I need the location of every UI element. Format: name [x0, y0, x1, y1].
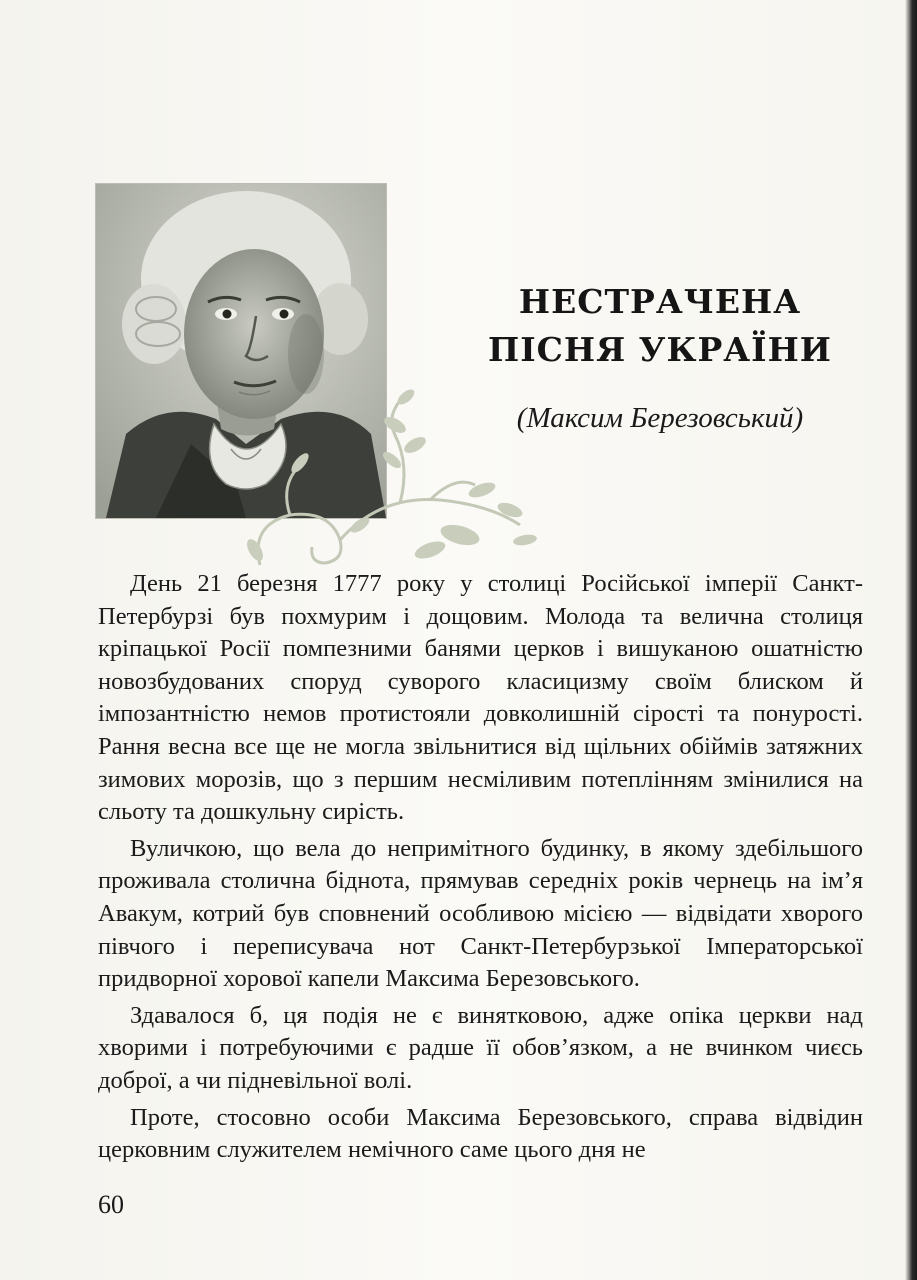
paragraph-4: Проте, стосовно особи Максима Березовського, справа відвідин церковним служителем немічного саме цього дня не [98, 1103, 863, 1164]
paragraph-1: День 21 березня 1777 року у столиці Російської імперії Санкт-Петербурзі був похмурим і дощовим. Молода та велична столиця кріпацької Росії помпезними банями церков і вишуканою ошатністю новозбудованих споруд суворого класицизму своїм блиском й імпозантністю немов протистояли довколишній сірості та понурості. Рання весна все ще не могла звільнитися від щільних обіймів затяжних зимових морозів, що з першим несміливим потеплінням змінилися на сльоту та дошкульну сирість. [98, 570, 863, 826]
title-line-2: ПІСНЯ УКРАЇНИ [488, 330, 832, 369]
page-title [460, 278, 860, 374]
title-line-1: НЕСТРАЧЕНА [518, 282, 802, 321]
paragraph-2: Вуличкою, що вела до непримітного будинку, в якому здебільшого проживала столична біднота, прямував середніх років чернець на ім’я Авакум, котрий був сповнений особливою місією — відвідати хворого півчого і переписувача нот Санкт-Петербурзької Імператорської придворної хорової капели Максима Березовського. [98, 834, 863, 993]
page-edge-shadow [905, 0, 917, 1280]
paragraph-3: Здавалося б, ця подія не є винятковою, адже опіка церкви над хворими і потребуючими є радше її обов’язком, а не вчинком чиєсь доброї, а чи підневільної волі. [98, 1001, 863, 1094]
subtitle: (Максим Березовський) [516, 402, 804, 434]
body-text [98, 568, 863, 1171]
page-number: 60 [98, 1190, 124, 1219]
